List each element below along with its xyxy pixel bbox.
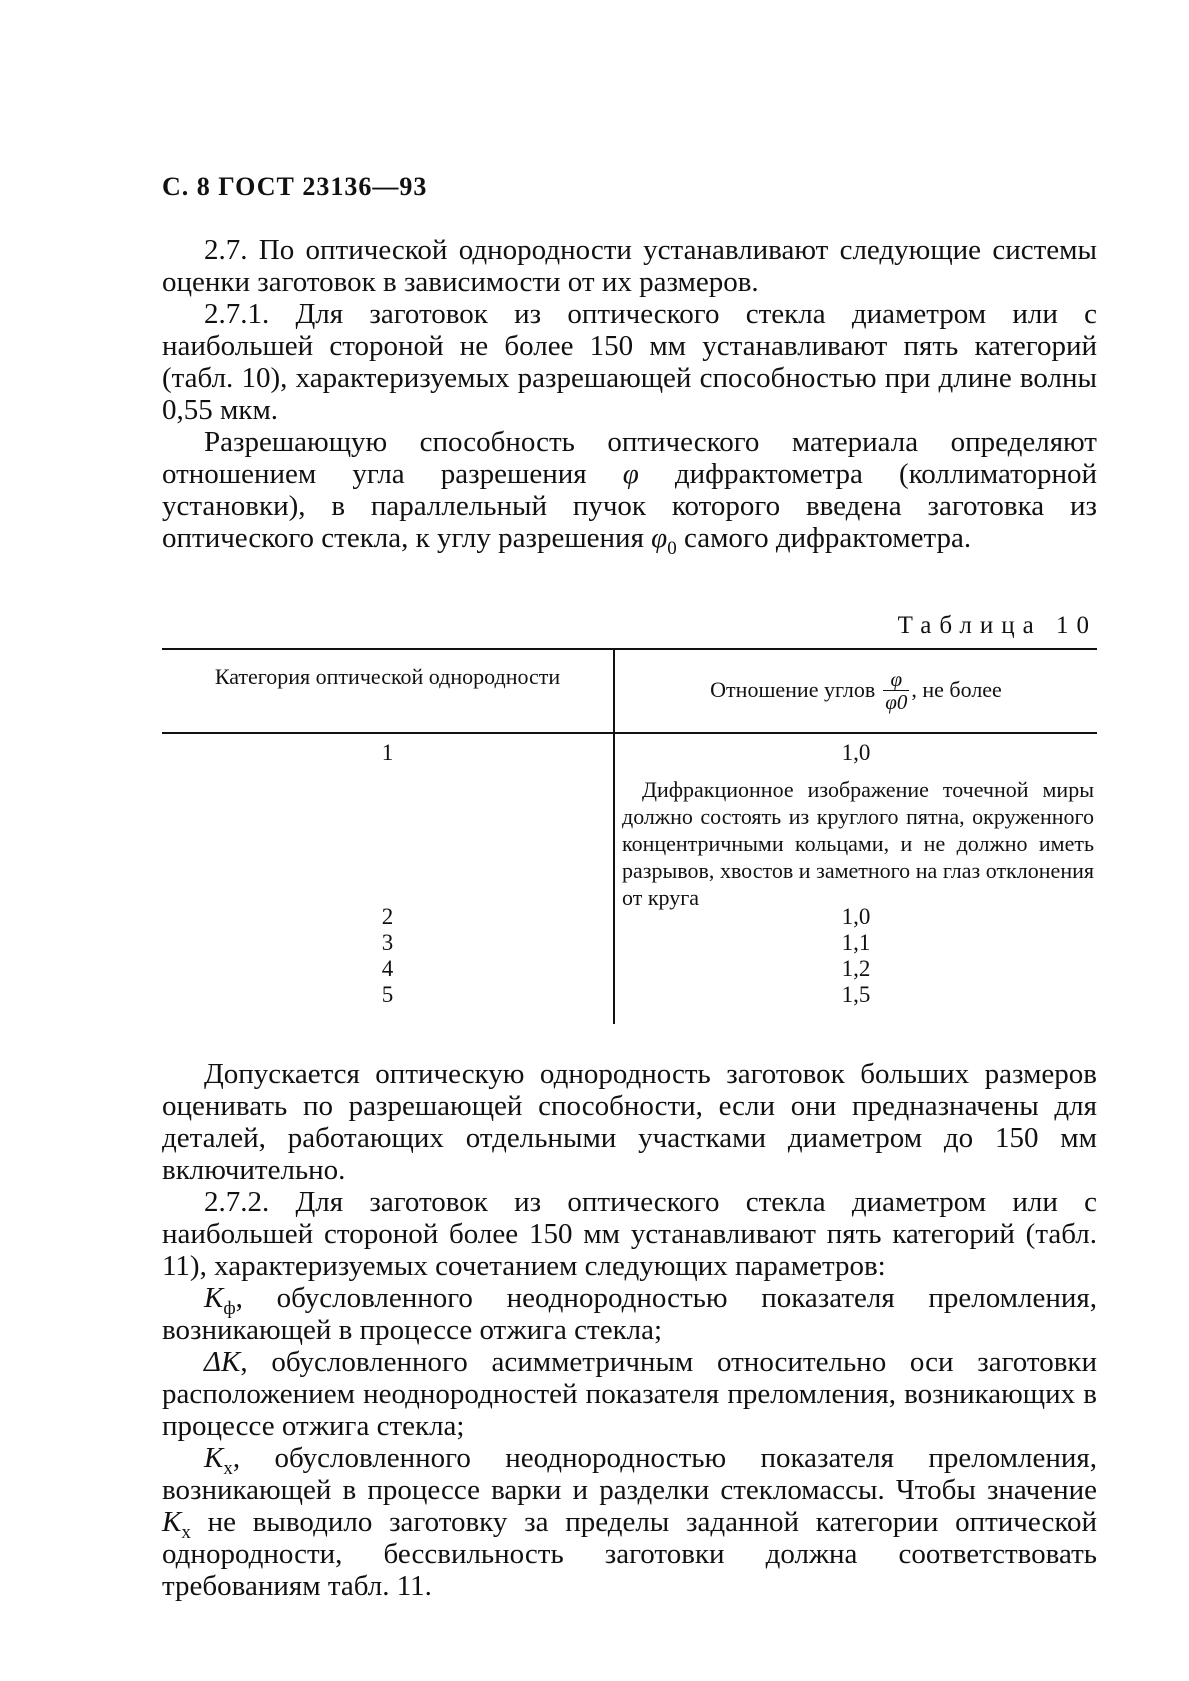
table-cell-description: Дифракционное изображение точечной миры должно состоять из круглого пятна, окруженного концентричными кольцами, и не должно иметь разрывов, хвостов и заметного на глаз отклонения от круга [622,777,1094,910]
paragraph-2-7: 2.7. По оптической однородности устанавливают следующие системы оценки заготовок в зависимости от их размеров. [162,234,1097,298]
p8-text-2: не выводило заготовку за пределы заданной категории оптической однородности, бессвильность заготовки должна соответствовать требованиям табл. 11. [162,1506,1097,1602]
fraction-numerator: φ [890,666,903,691]
table-header-rule [162,732,1097,734]
paragraph-k-phi [162,1282,1097,1346]
k-x-subscript: x [181,1521,191,1543]
paragraph-resolution-definition [162,426,1097,559]
table-cell-category: 4 [381,956,394,981]
page-header: С. 8 ГОСТ 23136—93 [162,172,428,201]
table-10 [162,648,1097,1024]
paragraph-large-blanks: Допускается оптическую однородность заготовок больших размеров оценивать по разрешающей способности, если они предназначены для деталей, работающих отдельными участками диаметром до 150 мм включительно. [162,1058,1097,1186]
paragraph-delta-k [162,1346,1097,1442]
table-cell-ratio: 1,1 [841,930,871,955]
table-cell-category: 3 [381,930,394,955]
k-symbol: K [162,1506,182,1538]
p3-text-a: Разрешающую способность оптического материала определяют отношением угла разрешения [162,426,1097,490]
paragraph-k-x [162,1442,1097,1602]
table-cell-ratio: 1,5 [841,982,871,1007]
p6-text: , обусловленного неоднородностью показателя преломления, возникающей в процессе отжига стекла; [162,1282,1097,1346]
k-symbol: K [204,1442,224,1474]
phi0-subscript: 0 [667,537,677,559]
table-title: Таблица 10 [897,612,1097,639]
phi0-symbol: φ [651,522,668,554]
paragraph-2-7-2: 2.7.2. Для заготовок из оптического стекла диаметром или с наибольшей стороной более 150 мм устанавливают пять категорий (табл. 11), характеризуемых сочетанием следующих параметров: [162,1186,1097,1282]
table-header-ratio [615,648,1097,732]
phi-symbol: φ [622,458,639,490]
k-symbol: K [204,1282,224,1314]
ratio-header-pre: Отношение углов [710,677,876,702]
table-cell-ratio: 1,2 [841,956,871,981]
table-header-category: Категория оптической однородности [214,664,561,689]
table-cell-ratio: 1,0 [841,904,871,929]
p8-text-1: , обусловленного неоднородностью показателя преломления, возникающей в процессе варки и разделки стекломассы. Чтобы значение [162,1442,1097,1506]
p3-text-b: дифрактометра (коллиматорной установки), в параллельный пучок которого введена заготовка из оптического стекла, к углу разрешения [162,458,1097,554]
table-cell-category: 5 [381,982,394,1007]
table-cell-category: 1 [381,740,394,765]
ratio-fraction [883,668,909,713]
table-cell-ratio: 1,0 [841,740,871,765]
delta-k-symbol: ΔK [204,1346,241,1378]
k-x-subscript: x [223,1457,233,1479]
fraction-denominator: φ0 [885,689,908,714]
paragraph-2-7-1: 2.7.1. Для заготовок из оптического стекла диаметром или с наибольшей стороной не более 150 мм устанавливают пять категорий (табл. 10), характеризуемых разрешающей способностью при длине волны 0,55 мкм. [162,298,1097,426]
table-cell-category: 2 [381,904,394,929]
p7-text: , обусловленного асимметричным относительно оси заготовки расположением неоднородностей показателя преломления, возникающих в процессе отжига стекла; [162,1346,1097,1442]
k-phi-subscript: ф [223,1297,236,1319]
p3-text-c: самого дифрактометра. [676,522,972,554]
ratio-header-post: , не более [911,677,1002,702]
